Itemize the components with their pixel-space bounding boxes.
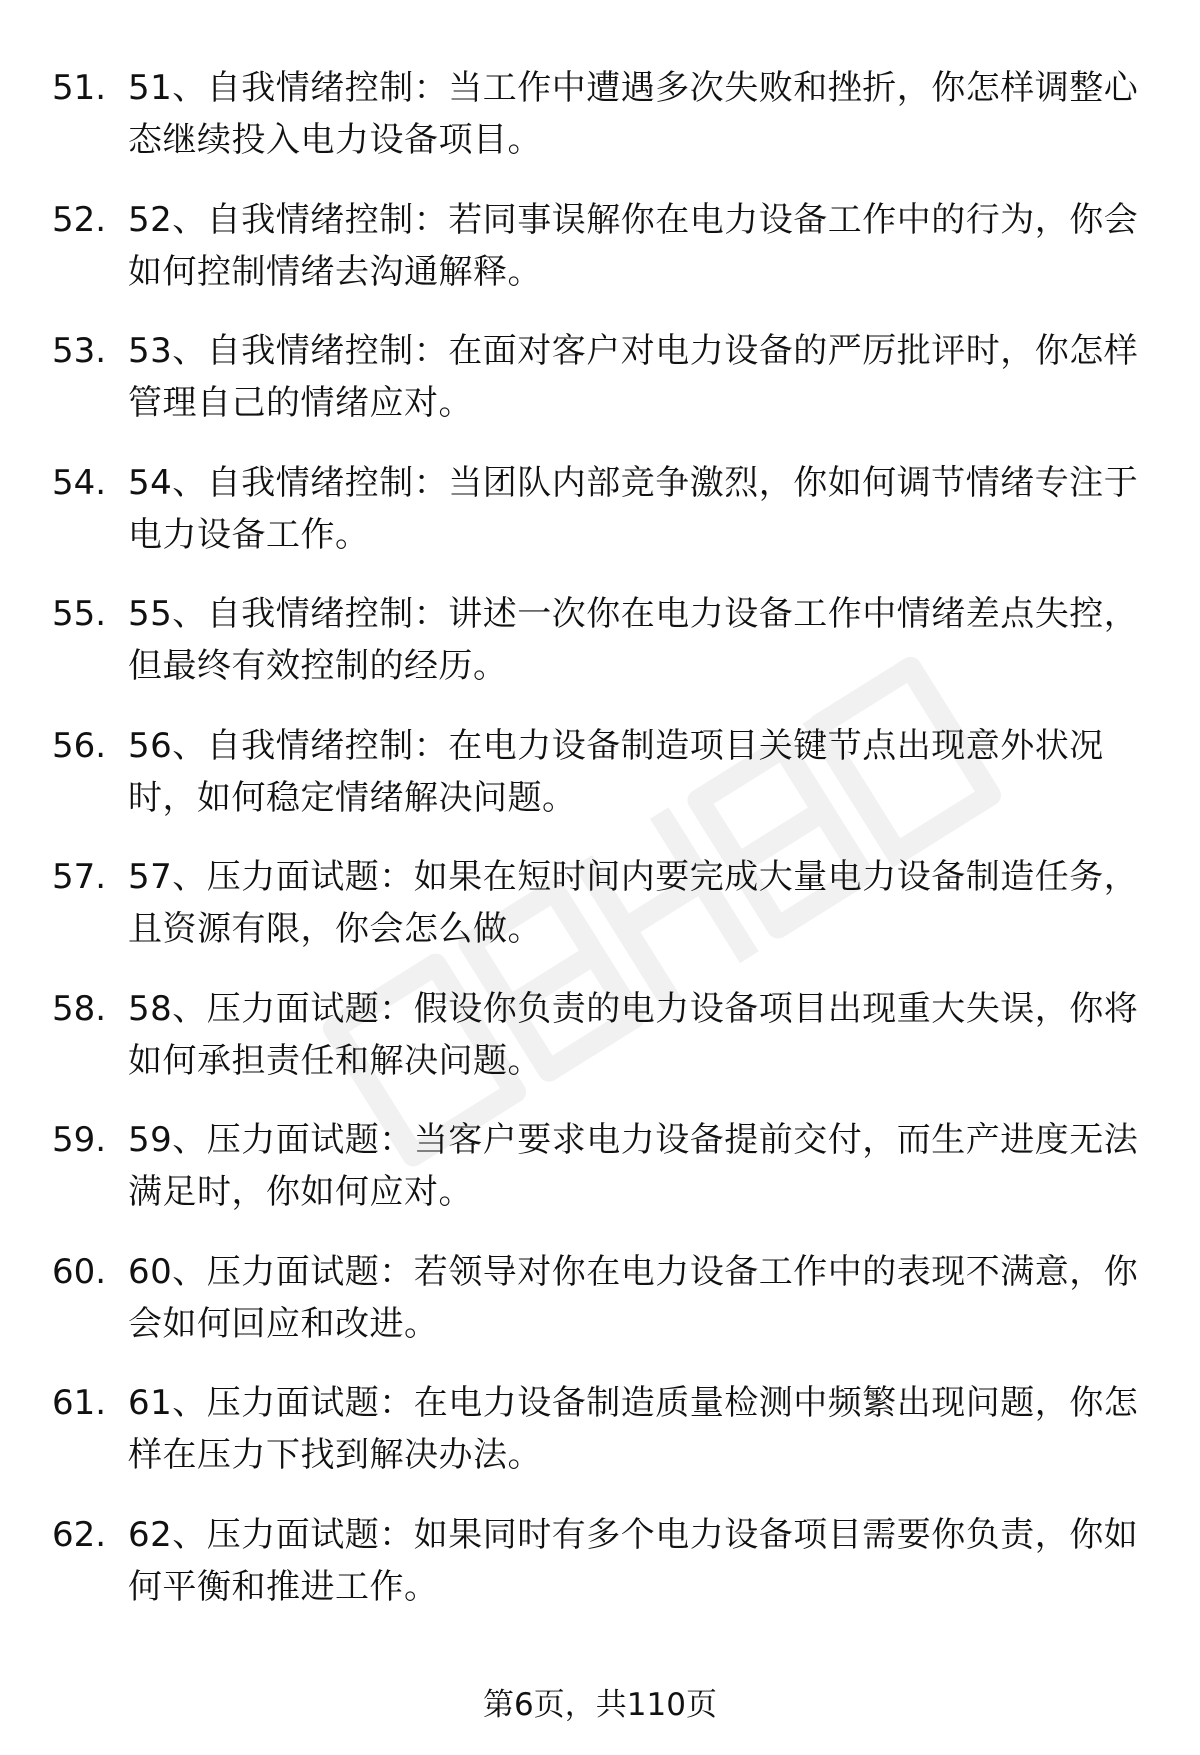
list-item — [0, 720, 1200, 852]
item-text: 59、压力面试题：当客户要求电力设备提前交付，而生产进度无法满足时，你如何应对。 — [128, 1120, 1139, 1212]
item-text: 58、压力面试题：假设你负责的电力设备项目出现重大失误，你将如何承担责任和解决问题。 — [128, 988, 1139, 1081]
item-text: 61、压力面试题：在电力设备制造质量检测中频繁出现问题，你怎样在压力下找到解决办法。 — [128, 1383, 1139, 1475]
list-item — [0, 1377, 1200, 1509]
item-number: 57. — [52, 857, 107, 897]
item-number: 60. — [52, 1251, 107, 1292]
item-text: 60、压力面试题：若领导对你在电力设备工作中的表现不满意，你会如何回应和改进。 — [128, 1251, 1139, 1344]
item-number: 53. — [52, 331, 107, 371]
item-number: 54. — [52, 462, 107, 503]
list-item — [0, 457, 1200, 589]
list-item — [0, 1246, 1200, 1378]
item-text: 52、自我情绪控制：若同事误解你在电力设备工作中的行为，你会如何控制情绪去沟通解释。 — [128, 199, 1139, 292]
item-number: 62. — [52, 1514, 107, 1555]
list-item — [0, 62, 1200, 194]
list-item — [0, 851, 1200, 983]
item-text: 57、压力面试题：如果在短时间内要完成大量电力设备制造任务，且资源有限，你会怎么做。 — [128, 857, 1139, 949]
item-number: 55. — [52, 594, 107, 634]
page-footer: 第6页，共110页 — [483, 1687, 717, 1723]
item-number: 58. — [52, 988, 107, 1029]
list-item — [0, 1114, 1200, 1246]
item-number: 59. — [52, 1120, 107, 1160]
item-text: 56、自我情绪控制：在电力设备制造项目关键节点出现意外状况时，如何稳定情绪解决问题。 — [128, 725, 1104, 818]
list-item — [0, 588, 1200, 720]
item-number: 52. — [52, 199, 107, 240]
item-number: 51. — [52, 68, 107, 108]
list-item — [0, 1509, 1200, 1641]
item-number: 56. — [52, 725, 107, 766]
list-item — [0, 325, 1200, 457]
item-text: 51、自我情绪控制：当工作中遭遇多次失败和挫折，你怎样调整心态继续投入电力设备项目。 — [128, 68, 1139, 160]
item-text: 53、自我情绪控制：在面对客户对电力设备的严厉批评时，你怎样管理自己的情绪应对。 — [128, 331, 1139, 423]
item-text: 62、压力面试题：如果同时有多个电力设备项目需要你负责，你如何平衡和推进工作。 — [128, 1514, 1139, 1607]
item-text: 54、自我情绪控制：当团队内部竞争激烈，你如何调节情绪专注于电力设备工作。 — [128, 462, 1139, 555]
list-item — [0, 983, 1200, 1115]
item-number: 61. — [52, 1383, 107, 1423]
question-list — [0, 62, 1200, 1640]
list-item — [0, 194, 1200, 326]
item-text: 55、自我情绪控制：讲述一次你在电力设备工作中情绪差点失控，但最终有效控制的经历。 — [128, 594, 1139, 686]
